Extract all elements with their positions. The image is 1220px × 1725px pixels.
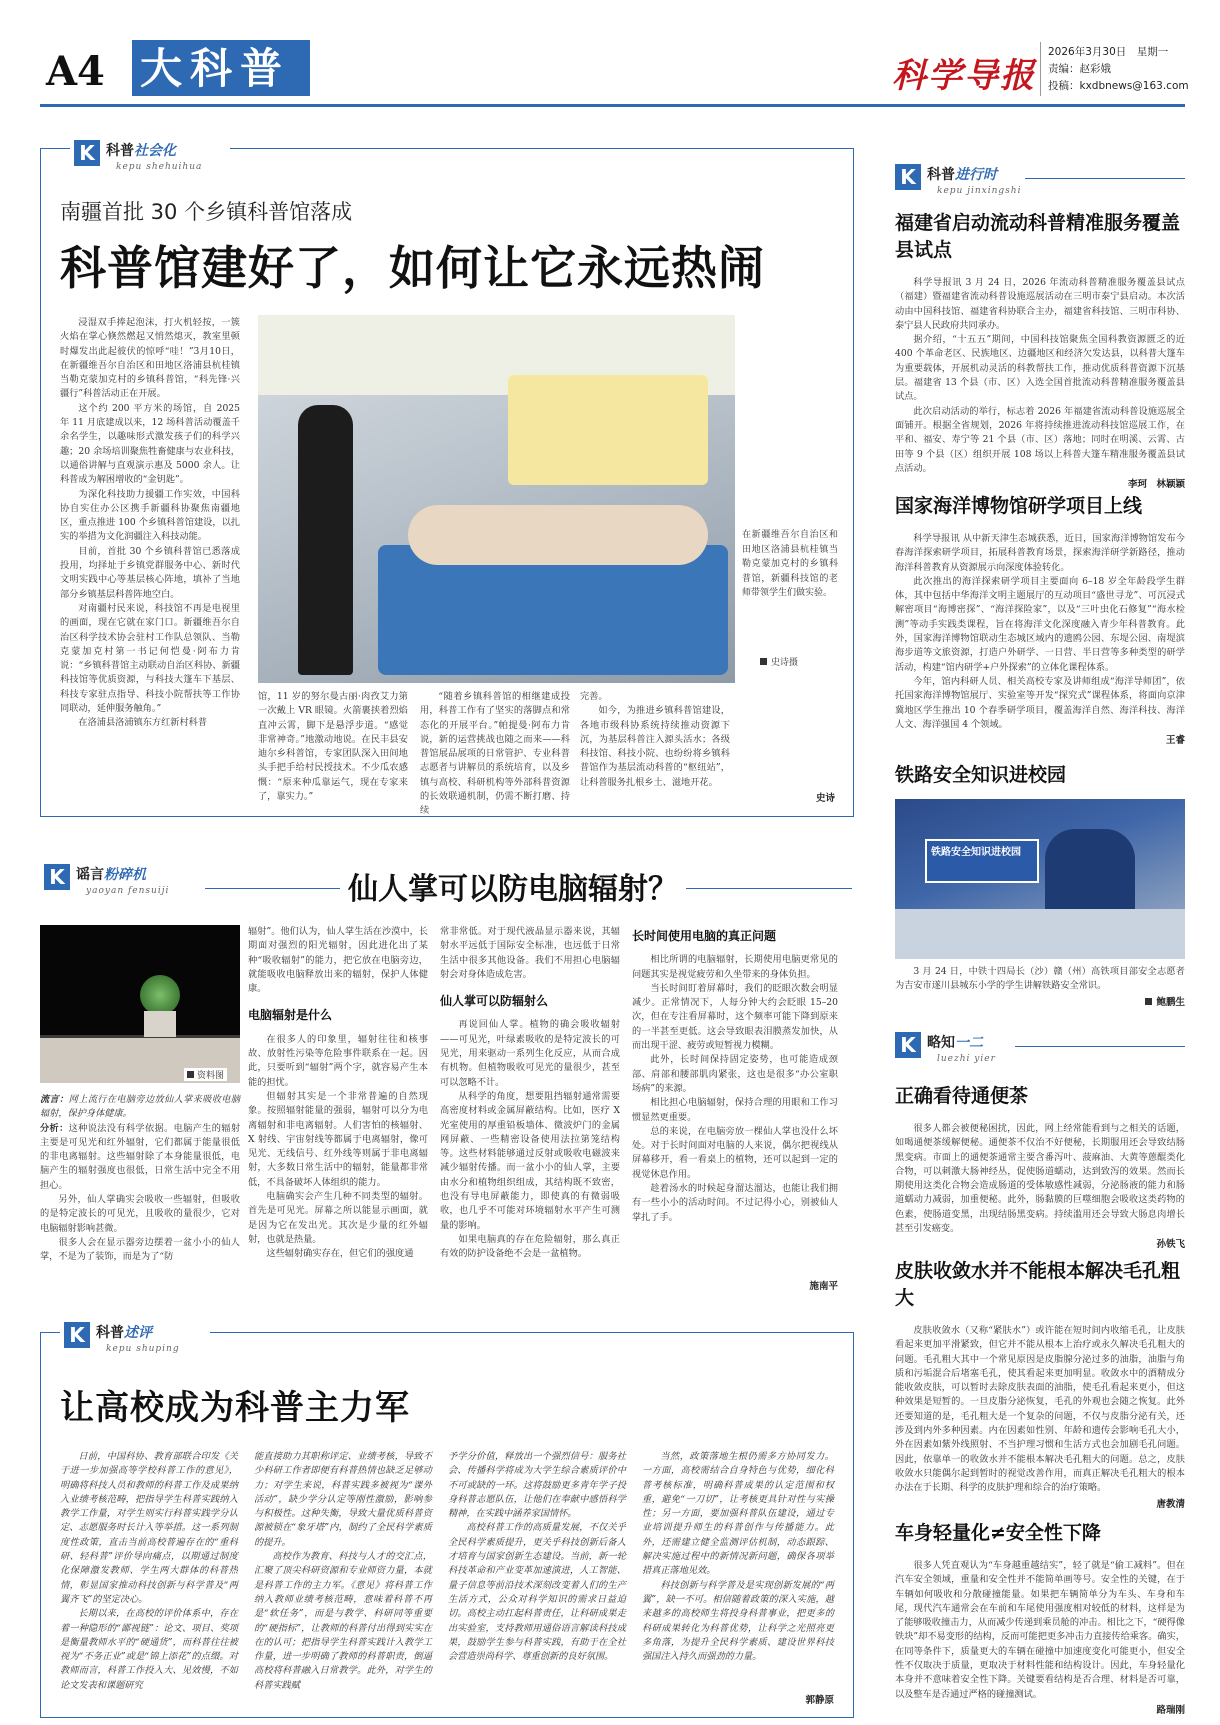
review-column-pinyin: kepu shuping	[106, 1344, 180, 1354]
kepu-k-icon: K	[74, 140, 100, 166]
section-title: 大科普	[140, 44, 291, 93]
issue-editor: 责编：赵彩娥	[1048, 63, 1111, 75]
right-story-6-title: 车身轻量化≠安全性下降	[895, 1522, 1101, 1544]
review-col1: 日前，中国科协、教育部联合印发《关于进一步加强高等学校科普工作的意见》，明确将科技人员和教师的科普工作及成果纳入业绩考核范畴，把指导学生科普实践纳入教学工作量，对学生则实行科普实践学分认定、志愿服务时长计入等举措。这一系列制度性政策，直击当前高校普遍存在的“重科研、轻科普”评价导向痛点，以期通过制度化保障激发教师、学生两大群体的科普热情，彰显国家推动科技创新与科学普及“两翼齐飞”的坚定决心。 长期以来，在高校的评价体系中，存在着一种隐形的“鄙视链”：论文、项目、奖项是衡量教师水平的“硬通货”，而科普往往被视为“不务正业”或是“锦上添花”的点缀。对教师而言，科普工作投入大、见效慢，不如论文发表和课题研究	[60, 1451, 238, 1691]
review-byline: 郭静原	[805, 1695, 834, 1706]
issue-email: 投稿：kxdbnews@163.com	[1048, 80, 1189, 92]
right-story-2: 国家海洋博物馆研学项目上线 科学导报讯 从中新天津生态城获悉，近日，国家海洋博物馆发布今春海洋探索研学项目，拓展科普教育场景，探索海洋研学新路径，推动海洋科普教育从资源展示向深度体验转化。 此次推出的海洋探索研学项目主要面向 6–18 岁全年龄段学生群体，其中包括中华海洋文明主题展厅的互动项目“盛世寻龙”、可沉浸式解密项目“海博密探”、“海洋探险家”，以及“三叶虫化石修复”“海水检测”等动手实践类课程，旨在将海洋文化深度融入青少年科普教育。此外，国家海洋博物馆联动生态城区域内的遗鸥公园、东堤公园、南堤滨海步道等文旅资源，打造户外研学、一日营、半日营等多种类型的研学活动，构建“馆内研学+户外探索”的立体化课程体系。 今年，馆内科研人员、相关高校专家及讲师组成“海洋导师团”，依托国家海洋博物馆展厅、实验室等开发“探究式”课程体系，将面向京津冀地区学生推出 10 个春季研学项目，覆盖海洋自然、海洋科技、海洋人文、海洋强国 4 个领域。 王睿	[895, 495, 1185, 747]
right-story-5-title: 皮肤收敛水并不能根本解决毛孔粗大	[895, 1260, 1181, 1309]
right-column2-pinyin: luezhi yier	[937, 1054, 996, 1064]
right-story-5: 皮肤收敛水并不能根本解决毛孔粗大 皮肤收敛水（又称“紧肤水”）或许能在短时间内收缩毛孔，让皮肤看起来更加平滑紧致，但它并不能从根本上治疗或永久解决毛孔粗大的问题。毛孔粗大其中一个常见原因是皮脂腺分泌过多的油脂，油脂与角质和污垢混合后堵塞毛孔，使其看起来更加明显。收敛水中的酒精成分能收敛皮肤，可以暂时去除皮肤表面的油脂，使毛孔看起来更小，但这种效果是短暂的。一旦皮脂分泌恢复，毛孔的外观也会随之恢复。此外还要知道的是，毛孔粗大是一个复杂的问题，不仅与皮脂分泌有关，还涉及到内外多种因素。内在因素如性别、年龄和遗传会影响毛孔大小，外在因素如紫外线照射、不当护理习惯和生活方式也会加剧毛孔问题。因此，依靠单一的收敛水并不能根本解决毛孔粗大的问题。总之，皮肤收敛水只能偶尔起到暂时的视觉改善作用，而真正解决毛孔粗大的根本办法在于长期、科学的皮肤护理和综合的治疗策略。 唐教清	[895, 1260, 1185, 1510]
right-story-2-title: 国家海洋博物馆研学项目上线	[895, 495, 1143, 517]
main-story-column-title: 科普社会化	[106, 143, 176, 159]
right-story-3-title: 铁路安全知识进校园	[895, 764, 1067, 786]
photo-credit: 史诗摄	[760, 655, 798, 668]
masthead-divider	[1040, 42, 1041, 96]
review-col4: 当然，政策落地生根仍需多方协同发力。一方面，高校需结合自身特色与优势，细化科普考核标准，明确科普成果的认定范围和权重，避免“一刀切”，让考核更具针对性与实操性；另一方面，要加强科普队伍建设，通过专业培训提升师生的科普创作与传播能力。此外，还需建立健全监测评估机制，动态跟踪、解决实施过程中的新情况新问题，确保各项举措真正落地见效。 科技创新与科学普及是实现创新发展的“两翼”，缺一不可。相信随着政策的深入实施，越来越多的高校师生将投身科普事业，把更多的科研成果转化为科普优势，让科学之光照亮更多角落，为提升全民科学素质、建设世界科技强国注入持久而强劲的力量。	[642, 1451, 834, 1663]
right-story-6: 车身轻量化≠安全性下降 很多人凭直观认为“车身越重越结实”，轻了就是“偷工减料”。但在汽车安全领域，重量和安全性并不能简单画等号。安全性的关键，在于车辆如何吸收和分散碰撞能量。如果把车辆简单分为车头、车身和车尾，现代汽车通常会在车前和车尾使用强度相对较低的材料，这样是为了能够吸收撞击力，从而减少传递到乘员舱的冲击。相比之下，“硬得像铁块”却不易变形的结构，反而可能把更多冲击力直接传给乘客。确实，在同等条件下，质量更大的车辆在碰撞中加速度变化可能更小，但安全性不仅取决于质量，更取决于材料性能和结构设计。因此，车身轻量化本身并不意味着安全性下降。关键要看结构是否合理、材料是否可靠，以及整车是否通过严格的碰撞测试。 路瑞刚	[895, 1522, 1185, 1716]
main-story-byline: 史诗	[815, 793, 835, 804]
rumor-subhead-3: 长时间使用电脑的真正问题	[632, 929, 777, 943]
main-story-subtitle: 南疆首批 30 个乡镇科普馆落成	[60, 200, 353, 224]
right-story-3-byline: 鲍鹏生	[895, 994, 1185, 1008]
right-story-1-byline: 李珂 林颖颖	[1127, 479, 1185, 491]
right-story-1: 福建省启动流动科普精准服务覆盖县试点 科学导报讯 3 月 24 日，2026 年流动科普精准服务覆盖县试点（福建）暨福建省流动科普设施巡展活动在三明市泰宁县启动。本次活动由中国科技馆、福建省科协联合主办，福建省科技馆、三明市科协、泰宁县人民政府共同承办。 据介绍，“十五五”期间，中国科技馆聚焦全国科教资源匮乏的近 400 个革命老区、民族地区、边疆地区和经济欠发达县，以科普大篷车为重要载体，开展机动灵活的科教帮扶工作，推动优质科普资源下沉基层。福建省 13 个县（市、区）入选全国首批流动科普精准服务覆盖县试点。 此次启动活动的举行，标志着 2026 年福建省流动科普设施巡展全面铺开。根据全省规划，2026 年将持续推进流动科技馆巡展工作，在平和、福安、寿宁等 21 个县（市、区）落地；同时在明溪、云霄、古田等 9 个县（区）组织开展 108 场以上科普大篷车精准服务覆盖县试点活动。 李珂 林颖颖	[895, 212, 1185, 491]
rumor-subhead-1: 电脑辐射是什么	[248, 1008, 333, 1023]
railway-caption: 3 月 24 日，中铁十四局长（沙）赣（州）高铁项目部安全志愿者为吉安市遂川县城东小学的学生讲解铁路安全常识。	[895, 966, 1185, 992]
rumor-photo	[40, 925, 240, 1083]
masthead	[0, 0, 1220, 115]
main-story-column-pinyin: kepu shehuihua	[116, 162, 203, 172]
issue-date: 2026年3月30日 星期一	[1048, 46, 1169, 58]
rumor-column-title: 谣言粉碎机	[76, 867, 146, 883]
page-number: A4	[46, 48, 105, 95]
right-column2-header	[895, 1028, 1185, 1072]
rumor-column-header	[40, 860, 200, 904]
main-story-col2: 馆，11 岁的努尔曼古丽·肉孜艾力第一次戴上 VR 眼镜。火箭裹挟着烈焰直冲云霄，脚下是悬浮步道。“感觉非常神奇。”地激动地说。在民丰县安迪尔乡科普馆，专家团队深入田间地头手把手给村民授技术。不少瓜农感慨：“原来种瓜靠运气，现在专家来了，靠实力。”	[258, 691, 408, 803]
kepu-k-icon: K	[895, 164, 921, 190]
review-col3: 予学分价值，释放出一个强烈信号：服务社会、传播科学将成为大学生综合素质评价中不可或缺的一环。这将鼓励更多青年学子投身科普志愿队伍，让他们在奉献中感悟科学精神，在实践中涵养家国情怀。 高校科普工作的高质量发展，不仅关乎全民科学素质提升，更关乎科技创新后备人才培育与国家创新生态建设。当前，新一轮科技革命和产业变革加速演进，人工智能、量子信息等前沿技术深刻改变着人们的生产生活方式，公众对科学知识的需求日益迫切。高校主动扛起科普责任，让科研成果走出实验室，支持教师用通俗语言解读科技成果，鼓励学生参与科普实践，有助于在全社会营造崇尚科学、尊重创新的良好氛围。	[448, 1451, 626, 1663]
right-story-6-byline: 路瑞刚	[1156, 1704, 1185, 1716]
main-story-column-header	[70, 136, 230, 180]
rumor-photo-credit: 资料图	[184, 1068, 227, 1081]
review-title: 让高校成为科普主力军	[60, 1388, 410, 1428]
right-story-2-byline: 王睿	[1165, 735, 1185, 747]
right-column-header	[895, 160, 1185, 204]
kepu-k-icon: K	[44, 864, 70, 890]
right-story-3	[895, 762, 1185, 1008]
right-column-pinyin: kepu jinxingshi	[937, 186, 1022, 196]
rumor-subhead-2: 仙人掌可以防辐射么	[440, 994, 549, 1009]
right-column2-title: 略知一二	[927, 1035, 983, 1051]
main-story-photo	[258, 315, 735, 683]
kepu-k-icon: K	[895, 1032, 921, 1058]
masthead-rule	[40, 104, 1185, 107]
review-column-header	[60, 1318, 210, 1362]
railway-photo	[895, 799, 1185, 959]
rumor-byline: 施南平	[809, 1281, 838, 1292]
review-col2: 能直接助力其职称评定、业绩考核，导致不少科研工作者即便有科普热情也缺乏足够动力；对学生来说，科普实践多被视为“课外活动”，缺少学分认定等刚性激励，影响参与积极性。这种失衡，导致大量优质科普资源被锁在“象牙塔”内，制约了全民科学素质的提升。 高校作为教育、科技与人才的交汇点，汇聚了顶尖科研资源和专业师资力量，本就是科普工作的主力军。《意见》将科普工作纳入教师业绩考核范畴，意味着科普不再是“软任务”，而是与教学、科研同等重要的“硬指标”，让教师的科普付出得到实实在在的认可；把指导学生科普实践计入教学工作量，进一步明确了教师的科普职责，倒逼高校将科普融入日常教学。此外，对学生的科普实践赋	[254, 1451, 432, 1691]
rumor-col4: 长时间使用电脑的真正问题 相比所谓的电脑辐射，长期使用电脑更常见的问题其实是视觉疲劳和久坐带来的身体负担。 当长时间盯着屏幕时，我们的眨眼次数会明显减少。正常情况下，人每分钟大约会眨眼 15–20 次，但在专注看屏幕时，这个频率可能下降到原来的一半甚至更低。这会导致眼表泪膜蒸发加快，从而出现干涩、疲劳或短暂视力模糊。 此外，长时间保持固定姿势，也可能造成颈部、肩部和腰部肌肉紧张，这也是很多“办公室职场病”的来源。 相比担心电脑辐射，保持合理的用眼和工作习惯显然更重要。 总的来说，在电脑旁放一棵仙人掌也没什么坏处。对于长时间面对电脑的人来说，偶尔把视线从屏幕移开，看一看桌上的植物，还可以起到一定的视觉休息作用。 趁着汤水的时候起身溜达溜达，也能让我们拥有一些小小的活动时间。不过记得小心，别被仙人掌扎了手。	[632, 929, 838, 1223]
rumor-col1: 流言：网上流行在电脑旁边放仙人掌来吸收电脑辐射，保护身体健康。 分析：这种说法没有科学依据。电脑产生的辐射主要是可见光和红外辐射，它们都属于能量很低的非电离辐射。这些辐射除了本身能量很低，电脑产生的辐射强度也很低，日常生活中完全不用担心。 另外，仙人掌确实会吸收一些辐射，但吸收的是特定波长的可见光，且吸收的量很少，它对电脑辐射影响甚微。 很多人会在显示器旁边摆着一盆小小的仙人掌，不是为了装饰，而是为了“防	[40, 1094, 241, 1263]
right-story-4-title: 正确看待通便茶	[895, 1085, 1029, 1107]
main-story-col1: 浸湿双手捧起泡沫，打火机轻按，一簇火焰在掌心倏然燃起又悄然熄灭，教室里顿时爆发出此起彼伏的惊呼“哇！”3月10日，在新疆维吾尔自治区和田地区洛浦县杭桂镇当勒克蒙加克村的乡镇科普馆，“科先锋·兴疆行”科普活动正在开展。 这个约 200 平方米的场馆，自 2025 年 11 月底建成以来，12 场科普活动覆盖千余名学生，以趣味形式激发孩子们的科学兴趣；20 余场培训聚焦牲畜健康与农业科技，以通俗讲解与直观演示惠及 5000 余人。让科普成为解困增收的“金钥匙”。 为深化科技助力援疆工作实效，中国科协自实住办公区携手新疆科协聚焦南疆地区，重点推进 100 个乡镇科普馆建设，以扎实的举措为文化润疆注入科技动能。 目前，首批 30 个乡镇科普馆已悉落成投用，均择址于乡镇党群服务中心、新时代文明实践中心等基层核心阵地，填补了当地部分乡镇基层科普阵地空白。 对南疆村民来说，科技馆不再是电视里的画面，现在它就在家门口。新疆维吾尔自治区科学技术协会驻村工作队总领队、当勒克蒙加克村第一书记何恺曼·阿布力肯说：“乡镇科普馆主动联动自治区科协、新疆科技馆等优质资源，与科技大篷车下基层、科技专家驻点指导、科技小院帮扶等工作协同联动，延伸服务触角。” 在洛浦县洛浦镇东方红新村科普	[60, 317, 240, 729]
review-column-title: 科普述评	[96, 1325, 152, 1341]
railway-sign-text: 铁路安全知识进校园	[931, 847, 1021, 858]
kepu-k-icon: K	[64, 1322, 90, 1348]
rumor-title: 仙人掌可以防电脑辐射？	[340, 864, 686, 908]
rumor-col3: 常非常低。对于现代液晶显示器来说，其辐射水平远低于国际安全标准，也远低于日常生活中很多其他设备。我们不用担心电脑辐射会对身体造成危害。 仙人掌可以防辐射么 再说回仙人掌。植物的确会吸收辐射——可见光，叶绿素吸收的是特定波长的可见光，用来驱动一系列生化反应，从而合成有机物。但植物吸收可见光的量很少，甚至可以忽略不计。 从科学的角度，想要阻挡辐射通常需要高密度材料或金属屏蔽结构。比如，医疗 X 光室使用的厚重铅板墙体、微波炉门的金属网屏蔽、一些精密设备使用法拉第笼结构等。这些材料能够通过反射或吸收电磁波来减少辐射传播。而一盆小小的仙人掌，主要由水分和植物组织组成，其结构既不致密，也没有导电屏蔽能力，即使真的有微弱吸收，也几乎不可能对环境辐射水平产生可测量的影响。 如果电脑真的存在危险辐射，那么真正有效的防护设备绝不会是一盆植物。	[440, 926, 620, 1260]
main-story-col3: “随着乡镇科普馆的相继建成投用，科普工作有了坚实的落脚点和常态化的开展平台。”帕提曼·阿布力肯说，新的运营挑战也随之而来——科普馆展品展项的日常管护、专业科普志愿者与讲解员的系统培育，以及乡镇与高校、科研机构等外部科普资源的长效联通机制，仍需不断打磨、持续	[420, 691, 570, 817]
rumor-col2: 辐射”。他们认为，仙人掌生活在沙漠中，长期面对强烈的阳光辐射，因此进化出了某种“吸收辐射”的能力，把它放在电脑旁边，就能吸收电脑释放出来的辐射，保护人体健康。 电脑辐射是什么 在很多人的印象里，辐射往往和核事故、放射性污染等危险事件联系在一起。因此，只要听到“辐射”两个字，就容易产生本能的担忧。 但辐射其实是一个非常普遍的自然现象。按照辐射能量的强弱，辐射可以分为电离辐射和非电离辐射。人们害怕的核辐射、X 射线、宇宙射线等都属于电离辐射，像可见光、无线信号、红外线等则属于非电离辐射，大多数日常生活中的辐射，能量都非常低，不具备破坏人体组织的能力。 电脑确实会产生几种不同类型的辐射。首先是可见光。屏幕之所以能显示画面，就是因为它在发出光。其次是少量的红外辐射，也就是热量。 这些辐射确实存在，但它们的强度通	[248, 926, 428, 1260]
main-story-col4: 完善。 如今，为推进乡镇科普馆建设，各地市级科协系统持续推动资源下沉，为基层科普注入源头活水；各级科技馆、科技小院、也纷纷将乡镇科普馆作为基层流动科普的“枢纽站”，让科普服务扎根乡土、滋地开花。	[580, 691, 730, 788]
right-column-title: 科普进行时	[927, 167, 997, 183]
issue-info	[1048, 44, 1189, 95]
main-story-title: 科普馆建好了，如何让它永远热闹	[60, 241, 765, 295]
right-story-4-byline: 孙铁飞	[1156, 1239, 1185, 1251]
right-story-1-title: 福建省启动流动科普精准服务覆盖县试点	[895, 212, 1181, 261]
right-story-4: 正确看待通便茶 很多人都会被便秘困扰，因此，网上经常能看到与之相关的话题，如喝通便茶缓解便秘。通便茶不仅治不好便秘，长期服用还会导致结肠黑变病。市面上的通便茶通常主要含番泻叶、菠麻油、大黄等蒽醌类化合物，可以刺激大肠神经丛，促使肠道蠕动，达到致泻的效果。然而长期使用这类化合物会造成肠道的受体敏感性减弱，分泌肠液的能力和肠道蠕动力减弱，加重便秘。此外，肠黏膜的巨噬细胞会吸收这类药物的色素，使肠道变黑，出现结肠黑变病。持续滥用还会导致大肠息肉增长甚至引发癌变。 孙铁飞	[895, 1085, 1185, 1251]
rumor-column-pinyin: yaoyan fensuiji	[86, 886, 170, 896]
right-story-5-byline: 唐教清	[1156, 1498, 1185, 1510]
paper-logo: 科学导报	[892, 56, 1036, 96]
photo-caption: 在新疆维吾尔自治区和田地区洛浦县杭桂镇当勒克蒙加克村的乡镇科普馆，新疆科技馆的老师带领学生们做实验。	[742, 530, 838, 598]
